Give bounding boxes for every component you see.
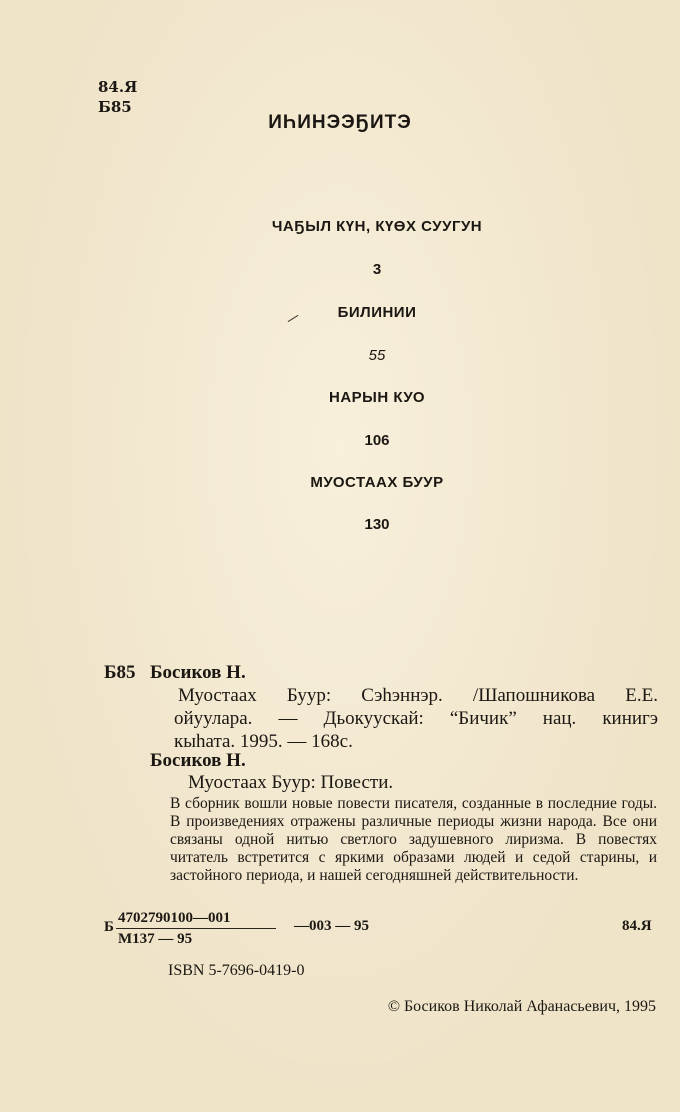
toc-item-title: БИЛИНИИ bbox=[337, 304, 417, 321]
card-author-mark: Б85 bbox=[104, 662, 136, 683]
card-author: Босиков Н. bbox=[150, 662, 246, 683]
contents-heading: ИҺИНЭЭҔИТЭ bbox=[268, 112, 412, 133]
isbn: ISBN 5-7696-0419-0 bbox=[168, 962, 305, 979]
card-title-line: кыһата. 1995. — 168с. bbox=[174, 731, 353, 752]
toc-item-title: ЧАҔЫЛ КҮН, КҮӨХ СУУГУН bbox=[271, 218, 483, 235]
toc-item-page: 130 bbox=[364, 516, 390, 533]
card-author-ru: Босиков Н. bbox=[150, 750, 246, 771]
card-title-line: ойуулара. — Дьокуускай: “Бичик” нац. кинигэ bbox=[174, 708, 658, 729]
code-denominator: М137 — 95 bbox=[118, 931, 193, 947]
toc-item-title: НАРЫН КУО bbox=[328, 389, 425, 406]
toc-item-page: 55 bbox=[368, 347, 386, 364]
fraction-rule bbox=[116, 928, 276, 929]
toc-item-page: 3 bbox=[372, 261, 382, 278]
bbk-code: 84.Я bbox=[98, 78, 138, 96]
toc-item-title: МУОСТААХ БУУР bbox=[310, 474, 444, 491]
copyright: © Босиков Николай Афанасьевич, 1995 bbox=[387, 998, 656, 1015]
author-mark: Б85 bbox=[98, 98, 132, 116]
code-suffix: —003 — 95 bbox=[294, 918, 369, 934]
card-bbk-code: 84.Я bbox=[622, 918, 652, 934]
code-prefix: Б bbox=[104, 919, 114, 935]
card-title-ru: Муостаах Буур: Повести. bbox=[188, 772, 394, 793]
toc-item-page: 106 bbox=[364, 432, 390, 449]
code-numerator: 4702790100—001 bbox=[118, 910, 231, 926]
annotation: В сборник вошли новые повести писателя, созданные в последние годы. В произведениях отражены различные периоды жизни народа. Все они связаны одной нитью светлого задушевного лиризма. В повестях читатель встретится с яркими образами людей и седой старины, и застойного периода, и нашей сегодняшней действительности. bbox=[170, 795, 657, 884]
card-title-line: Муостаах Буур: Сэһэннэр. /Шапошникова Е.Е. bbox=[178, 685, 658, 706]
